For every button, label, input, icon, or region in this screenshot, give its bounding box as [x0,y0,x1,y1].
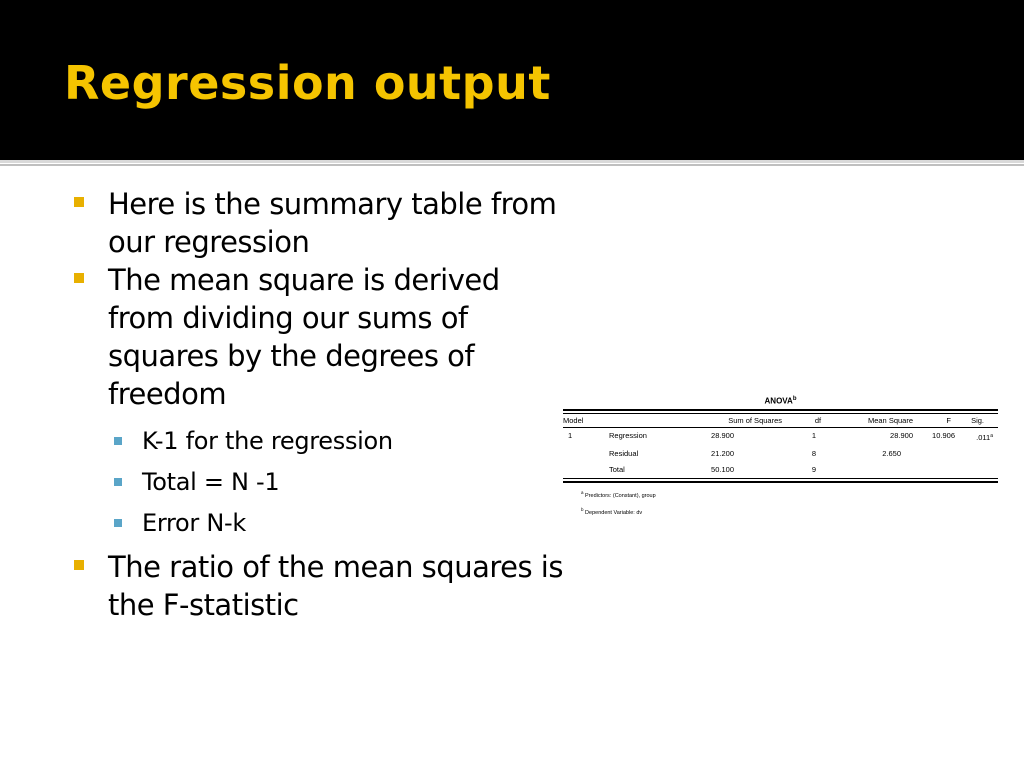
cell-df: 1 [811,431,816,440]
cell-model [563,446,609,462]
cell-f [913,446,959,462]
cell-source: Total [609,465,625,474]
cell-df: 8 [811,449,816,458]
sub-bullet-square-icon [114,478,122,486]
table-row [563,462,998,478]
cell-source: Regression [609,431,647,440]
footnote-mark: b [581,506,584,512]
col-header-sig: Sig. [971,416,984,425]
sub-bullet-item [108,503,570,544]
cell-source: Residual [609,449,639,458]
footnote [563,486,998,503]
anova-header-row [563,414,998,427]
sub-bullet-text: K-1 for the regression [142,427,393,455]
anova-table [563,393,998,520]
cell-ms: 2.650 [882,449,901,458]
title-divider [0,160,1024,163]
col-header-source [609,414,672,427]
col-header-model: Model [563,416,584,425]
bullet-square-icon [74,560,84,570]
title-divider-inner [0,164,1024,166]
sub-bullet-text: Total = N -1 [142,468,280,496]
cell-ms: 28.900 [890,431,913,440]
sub-bullet-item [108,421,570,462]
bullet-text: The mean square is derived from dividing our sums of squares by the degrees of freedom [108,263,500,411]
bullet-text: The ratio of the mean squares is the F-statistic [108,550,563,622]
sub-bullet-list [108,421,570,544]
cell-ss: 28.900 [711,431,734,440]
table-row [563,428,998,446]
cell-df: 9 [811,465,816,474]
footnote-text: Predictors: (Constant), group [585,492,656,499]
bullet-item [70,548,570,624]
cell-model: 1 [568,431,573,440]
cell-ss: 21.200 [711,449,734,458]
col-header-df: df [814,416,822,425]
anova-title-sup: b [792,396,797,402]
footnote-mark: a [581,490,584,495]
bullet-text: Here is the summary table from our regression [108,187,557,259]
anova-title [563,393,998,409]
cell-sig-sup: a [990,433,993,439]
bullet-item [70,261,570,544]
col-header-ss: Sum of Squares [728,416,782,425]
footnote-text: Dependent Variable: dv [585,509,643,516]
bullet-list [70,185,570,624]
cell-sig-value: .011 [976,433,991,442]
anova-title-text: ANOVA [764,396,793,406]
cell-model [563,462,609,478]
bullet-square-icon [74,273,84,283]
cell-ms [840,462,913,478]
bullet-square-icon [74,197,84,207]
cell-f [913,462,959,478]
sub-bullet-item [108,462,570,503]
bullet-item [70,185,570,261]
cell-sig [959,446,997,462]
footnote [563,503,998,520]
sub-bullet-square-icon [114,437,122,445]
cell-f: 10.906 [932,431,955,440]
cell-sig [959,462,997,478]
cell-sig [959,428,997,446]
sub-bullet-text: Error N-k [142,509,246,537]
sub-bullet-square-icon [114,519,122,527]
col-header-f: F [946,416,951,425]
slide-title: Regression output [64,56,551,110]
col-header-ms: Mean Square [867,416,913,425]
cell-ss: 50.100 [711,465,734,474]
table-row [563,446,998,462]
